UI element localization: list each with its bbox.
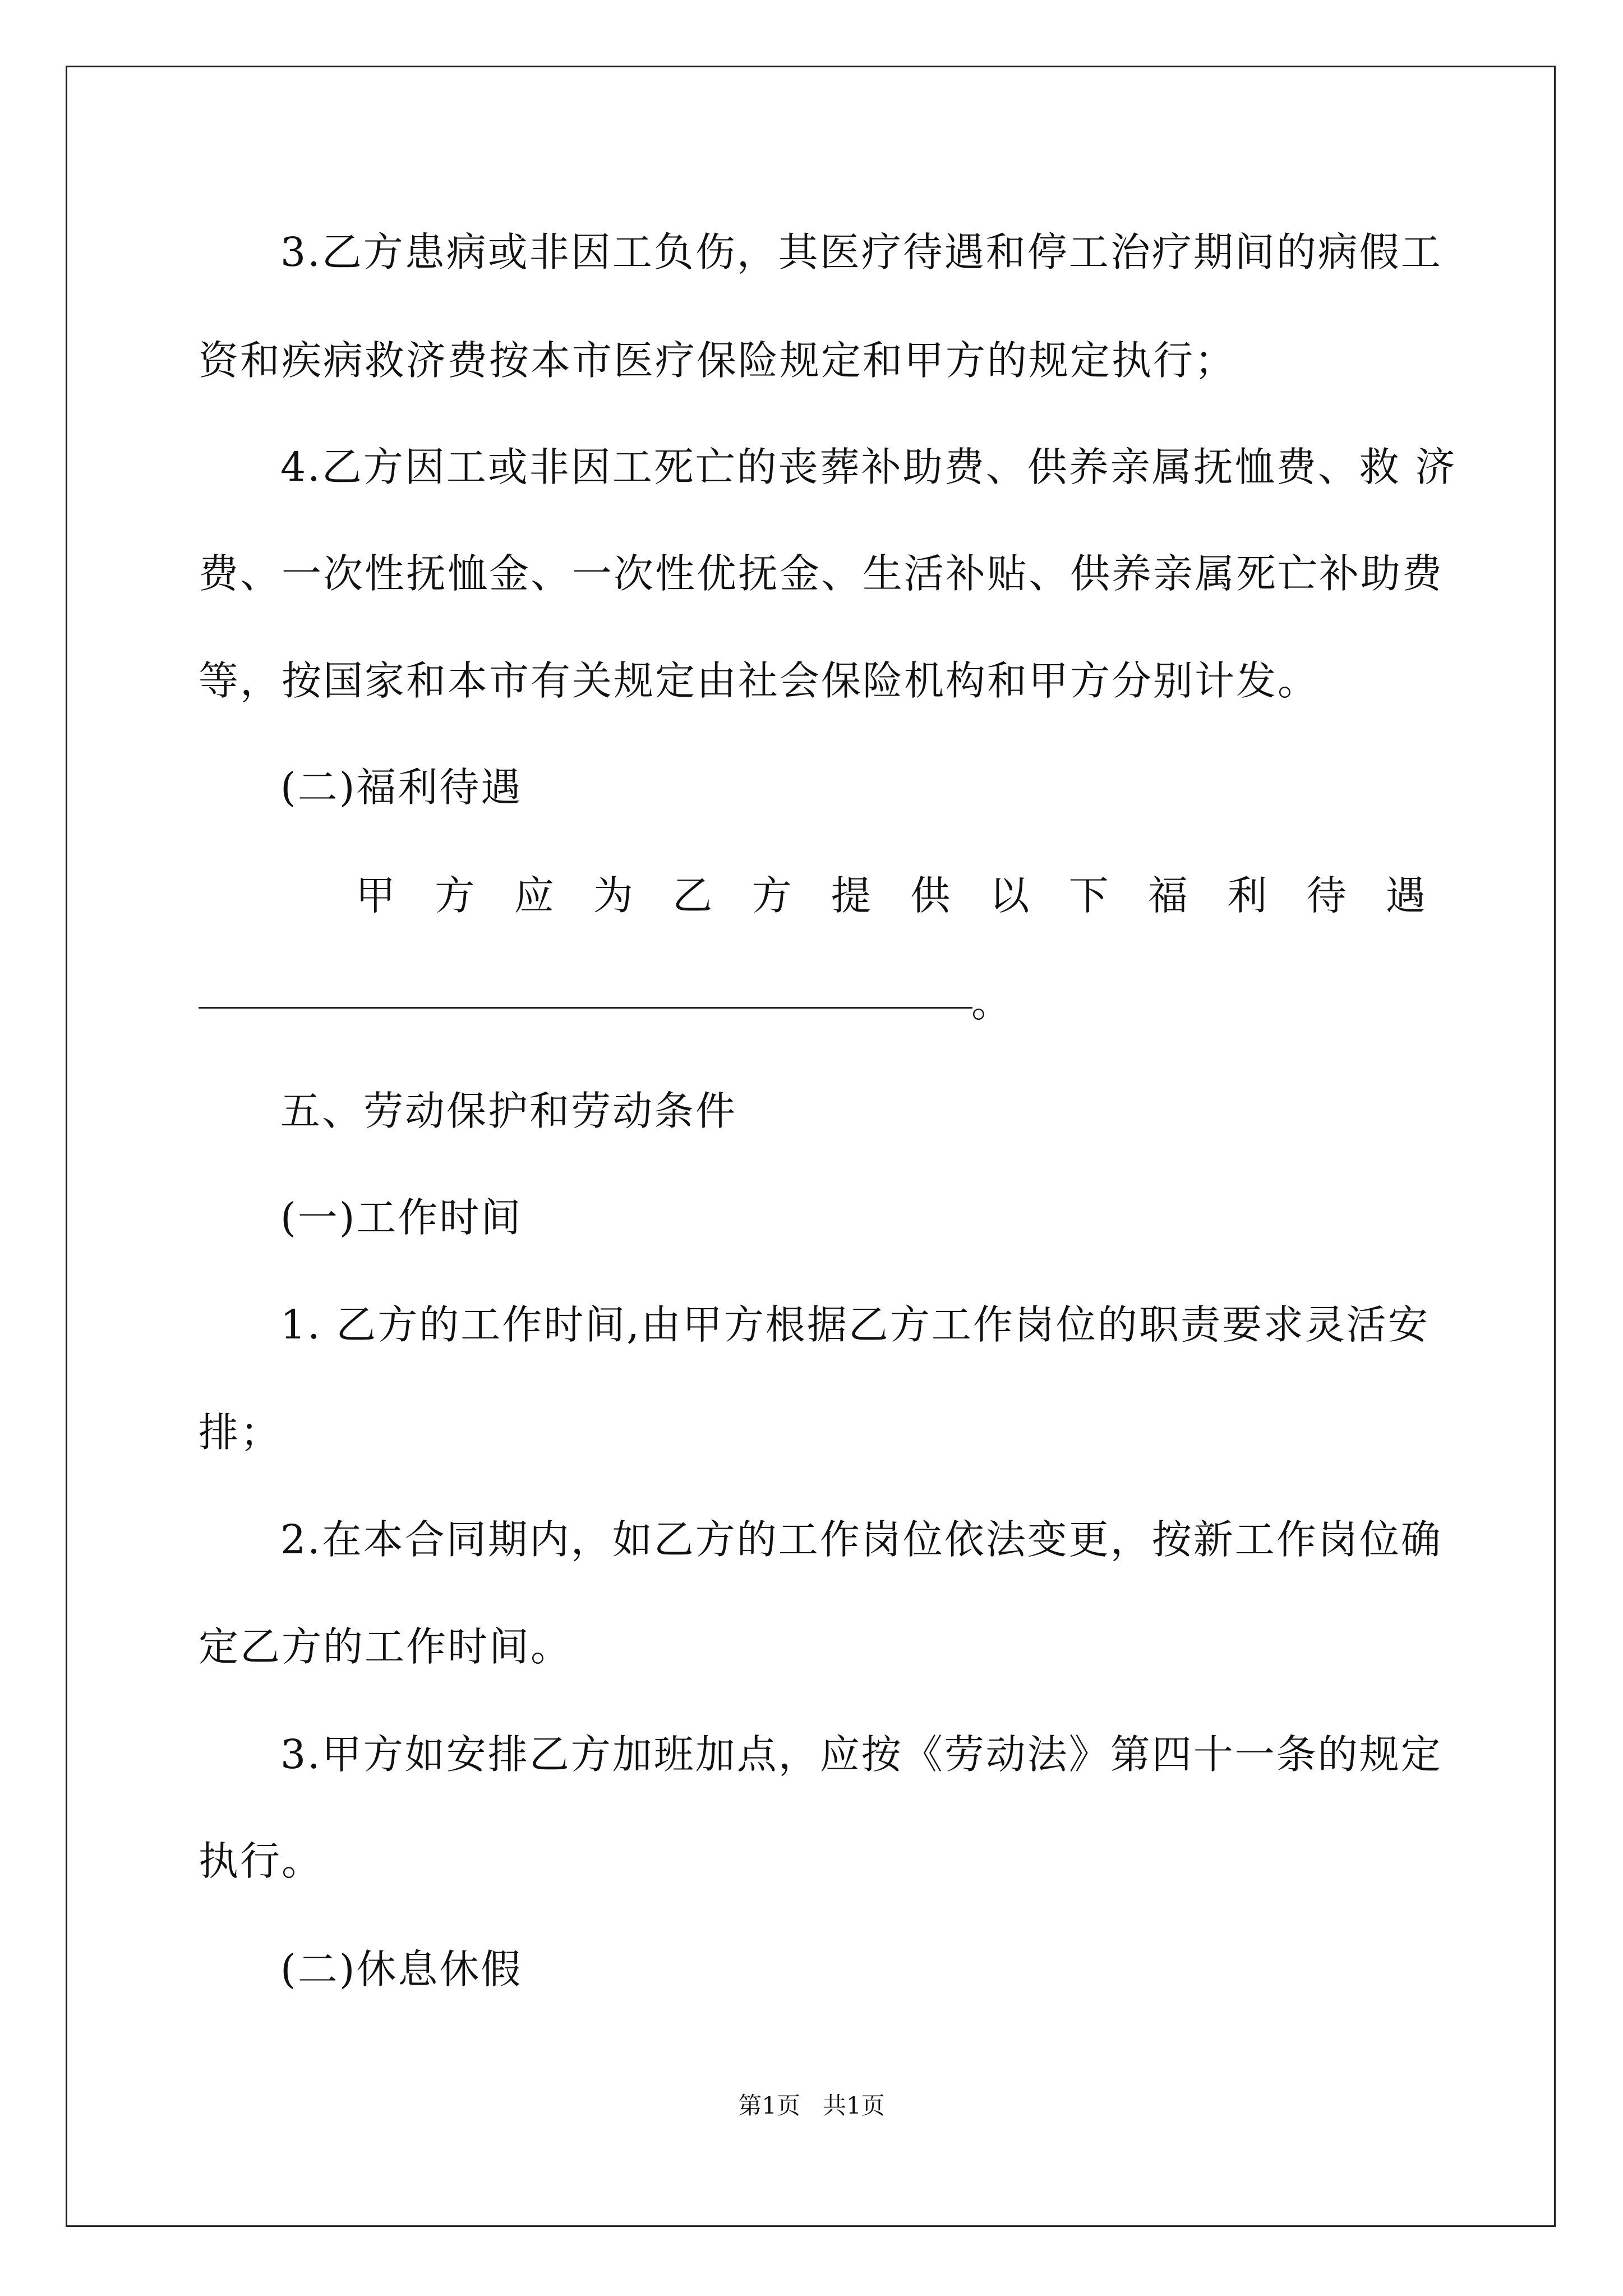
paragraph-line: 资和疾病救济费按本市医疗保险规定和甲方的规定执行；	[199, 337, 1237, 384]
welfare-char: 待	[1306, 872, 1347, 919]
paragraph-line: 2.在本合同期内，如乙方的工作岗位依法变更，按新工作岗位确	[280, 1516, 1442, 1563]
paragraph-line: 1. 乙方的工作时间,由甲方根据乙方工作岗位的职责要求灵活安	[280, 1301, 1430, 1348]
welfare-char: 为	[593, 872, 633, 919]
paragraph-line: 费、一次性抚恤金、一次性优抚金、生活补贴、供养亲属死亡补助费	[199, 550, 1444, 597]
paragraph-line: 3.乙方患病或非因工负伤，其医疗待遇和停工治疗期间的病假工	[280, 229, 1442, 275]
section-heading-rest-leave: (二)休息休假	[280, 1946, 523, 1993]
page-footer: 第1页 共1页	[738, 2092, 885, 2119]
welfare-char: 方	[751, 872, 792, 919]
paragraph-line: 4.乙方因工或非因工死亡的丧葬补助费、供养亲属抚恤费、救 济	[280, 444, 1457, 490]
welfare-char: 福	[1147, 872, 1188, 919]
welfare-char: 提	[831, 872, 871, 919]
section-heading-labor-protection: 五、劳动保护和劳动条件	[280, 1088, 737, 1134]
welfare-char: 方	[435, 872, 475, 919]
welfare-char: 遇	[1385, 872, 1426, 919]
welfare-char: 乙	[672, 872, 713, 919]
welfare-char: 应	[514, 872, 554, 919]
page-border	[66, 66, 1556, 2227]
welfare-char: 下	[1068, 872, 1109, 919]
welfare-char: 供	[910, 872, 951, 919]
paragraph-line: 排；	[199, 1409, 282, 1456]
welfare-char: 甲	[356, 872, 396, 919]
fill-in-blank-period: 。	[971, 979, 1012, 1026]
welfare-statement	[356, 872, 1426, 919]
paragraph-line: 定乙方的工作时间。	[199, 1623, 573, 1670]
paragraph-line: 等，按国家和本市有关规定由社会保险机构和甲方分别计发。	[199, 657, 1320, 704]
welfare-char: 以	[989, 872, 1030, 919]
section-heading-work-time: (一)工作时间	[280, 1194, 523, 1241]
fill-in-blank-line	[199, 1007, 972, 1009]
paragraph-line: 3.甲方如安排乙方加班加点，应按《劳动法》第四十一条的规定	[280, 1731, 1442, 1778]
section-heading-welfare: (二)福利待遇	[280, 764, 523, 811]
welfare-char: 利	[1227, 872, 1267, 919]
paragraph-line: 执行。	[199, 1838, 324, 1884]
